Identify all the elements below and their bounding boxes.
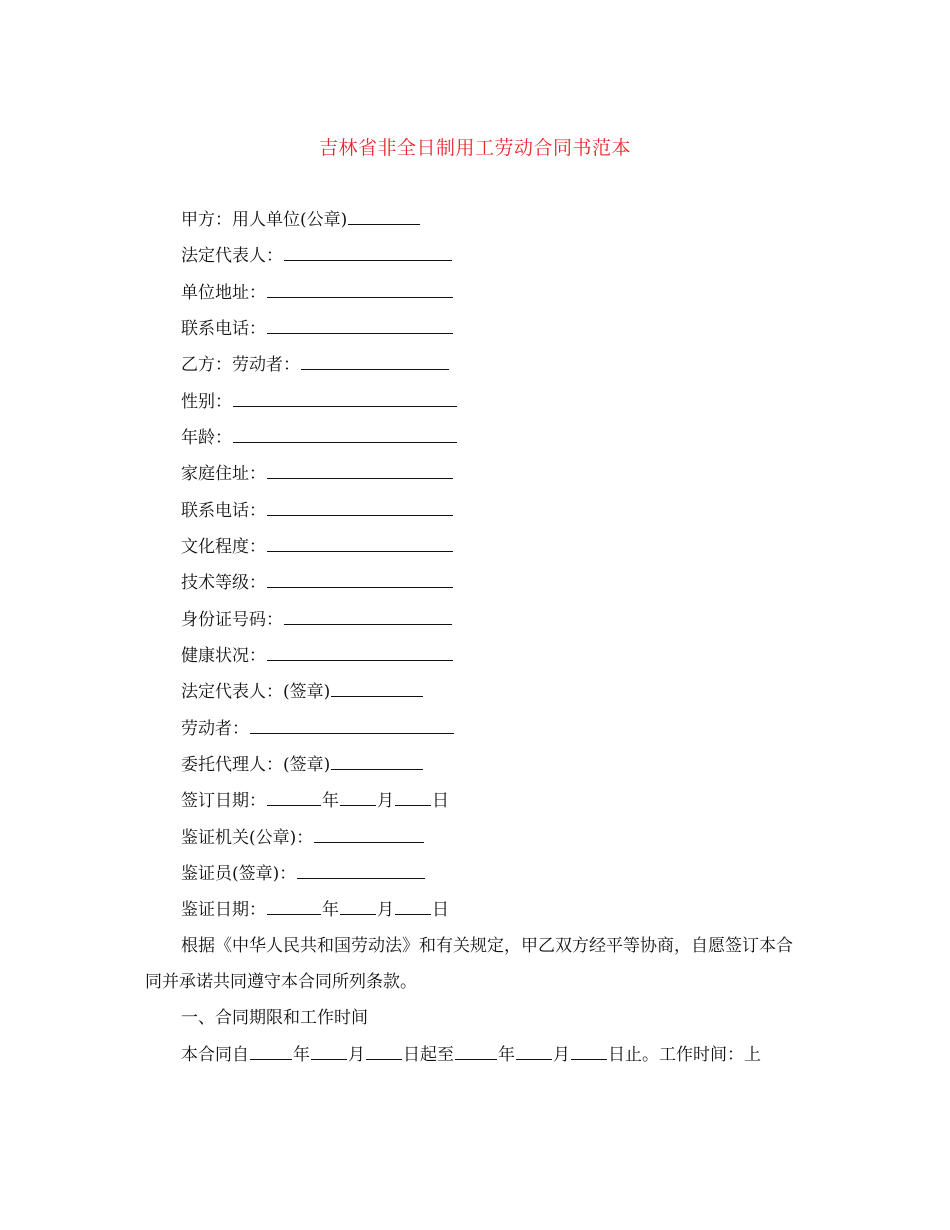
- field-label: 甲方：用人单位(公章): [181, 210, 348, 230]
- year-unit: 年: [498, 1045, 515, 1065]
- fill-blank[interactable]: [233, 425, 457, 443]
- fill-blank[interactable]: [331, 679, 423, 697]
- fill-blank[interactable]: [314, 825, 424, 843]
- fill-blank[interactable]: [301, 352, 449, 370]
- start-year-blank[interactable]: [250, 1042, 292, 1060]
- signing-date-line: [181, 788, 449, 813]
- day-unit: 日止。工作时间：上: [608, 1045, 761, 1065]
- field-label: 技术等级：: [181, 573, 266, 593]
- field-label: 鉴证员(签章)：: [181, 864, 297, 884]
- fill-blank[interactable]: [233, 389, 457, 407]
- field-label: 签订日期：: [181, 791, 266, 811]
- month-unit: 月: [348, 1045, 365, 1065]
- field-label: 性别：: [181, 392, 232, 412]
- start-month-blank[interactable]: [311, 1042, 347, 1060]
- fill-blank[interactable]: [267, 316, 453, 334]
- field-home-address: [181, 461, 454, 486]
- text-prefix: 本合同自: [181, 1045, 249, 1065]
- field-address: [181, 280, 454, 305]
- fill-blank[interactable]: [348, 207, 420, 225]
- field-worker-sign: [181, 716, 455, 741]
- field-label: 委托代理人：(签章): [181, 755, 331, 775]
- fill-blank[interactable]: [267, 570, 453, 588]
- fill-blank[interactable]: [284, 243, 452, 261]
- field-label: 法定代表人：: [181, 246, 283, 266]
- field-agent-sign: [181, 752, 424, 777]
- verification-date-line: [181, 897, 449, 922]
- field-legal-rep: [181, 243, 453, 268]
- month-blank[interactable]: [340, 897, 376, 915]
- year-unit: 年: [322, 900, 339, 920]
- day-unit: 日: [432, 791, 449, 811]
- field-authority: [181, 825, 425, 850]
- fill-blank[interactable]: [267, 498, 453, 516]
- year-blank[interactable]: [267, 788, 321, 806]
- field-age: [181, 425, 458, 450]
- month-unit: 月: [377, 791, 394, 811]
- field-party-b: [181, 352, 450, 377]
- end-day-blank[interactable]: [571, 1042, 607, 1060]
- day-unit: 日起至: [403, 1045, 454, 1065]
- fill-blank[interactable]: [250, 716, 454, 734]
- year-blank[interactable]: [267, 897, 321, 915]
- field-label: 乙方：劳动者：: [181, 355, 300, 375]
- fill-blank[interactable]: [297, 861, 425, 879]
- fill-blank[interactable]: [267, 280, 453, 298]
- year-unit: 年: [293, 1045, 310, 1065]
- section-1-text: [181, 1042, 761, 1067]
- field-label: 鉴证日期：: [181, 900, 266, 920]
- field-label: 文化程度：: [181, 537, 266, 557]
- day-blank[interactable]: [395, 897, 431, 915]
- day-blank[interactable]: [395, 788, 431, 806]
- field-label: 健康状况：: [181, 646, 266, 666]
- field-education: [181, 534, 454, 559]
- fill-blank[interactable]: [267, 534, 453, 552]
- field-skill-level: [181, 570, 454, 595]
- field-label: 家庭住址：: [181, 464, 266, 484]
- fill-blank[interactable]: [267, 461, 453, 479]
- field-health: [181, 643, 454, 668]
- month-unit: 月: [553, 1045, 570, 1065]
- field-phone-b: [181, 498, 454, 523]
- section-heading: 一、合同期限和工作时间: [181, 1008, 368, 1028]
- field-id-number: [181, 607, 453, 632]
- field-phone: [181, 316, 454, 341]
- field-label: 单位地址：: [181, 283, 266, 303]
- field-label: 联系电话：: [181, 501, 266, 521]
- fill-blank[interactable]: [267, 643, 453, 661]
- field-label: 鉴证机关(公章)：: [181, 828, 314, 848]
- field-label: 身份证号码：: [181, 610, 283, 630]
- document-title: 吉林省非全日制用工劳动合同书范本: [318, 137, 631, 159]
- end-month-blank[interactable]: [516, 1042, 552, 1060]
- intro-paragraph: 根据《中华人民共和国劳动法》和有关规定，甲乙双方经平等协商，自愿签订本合同并承诺共同遵守本合同所列条款。: [145, 936, 793, 992]
- field-label: 联系电话：: [181, 319, 266, 339]
- field-label: 年龄：: [181, 428, 232, 448]
- field-party-a: [181, 207, 421, 232]
- field-verifier: [181, 861, 426, 886]
- month-unit: 月: [377, 900, 394, 920]
- field-label: 劳动者：: [181, 719, 249, 739]
- day-unit: 日: [432, 900, 449, 920]
- year-unit: 年: [322, 791, 339, 811]
- start-day-blank[interactable]: [366, 1042, 402, 1060]
- field-gender: [181, 389, 458, 414]
- field-legal-rep-sign: [181, 679, 424, 704]
- end-year-blank[interactable]: [455, 1042, 497, 1060]
- fill-blank[interactable]: [284, 607, 452, 625]
- fill-blank[interactable]: [331, 752, 423, 770]
- month-blank[interactable]: [340, 788, 376, 806]
- field-label: 法定代表人：(签章): [181, 682, 331, 702]
